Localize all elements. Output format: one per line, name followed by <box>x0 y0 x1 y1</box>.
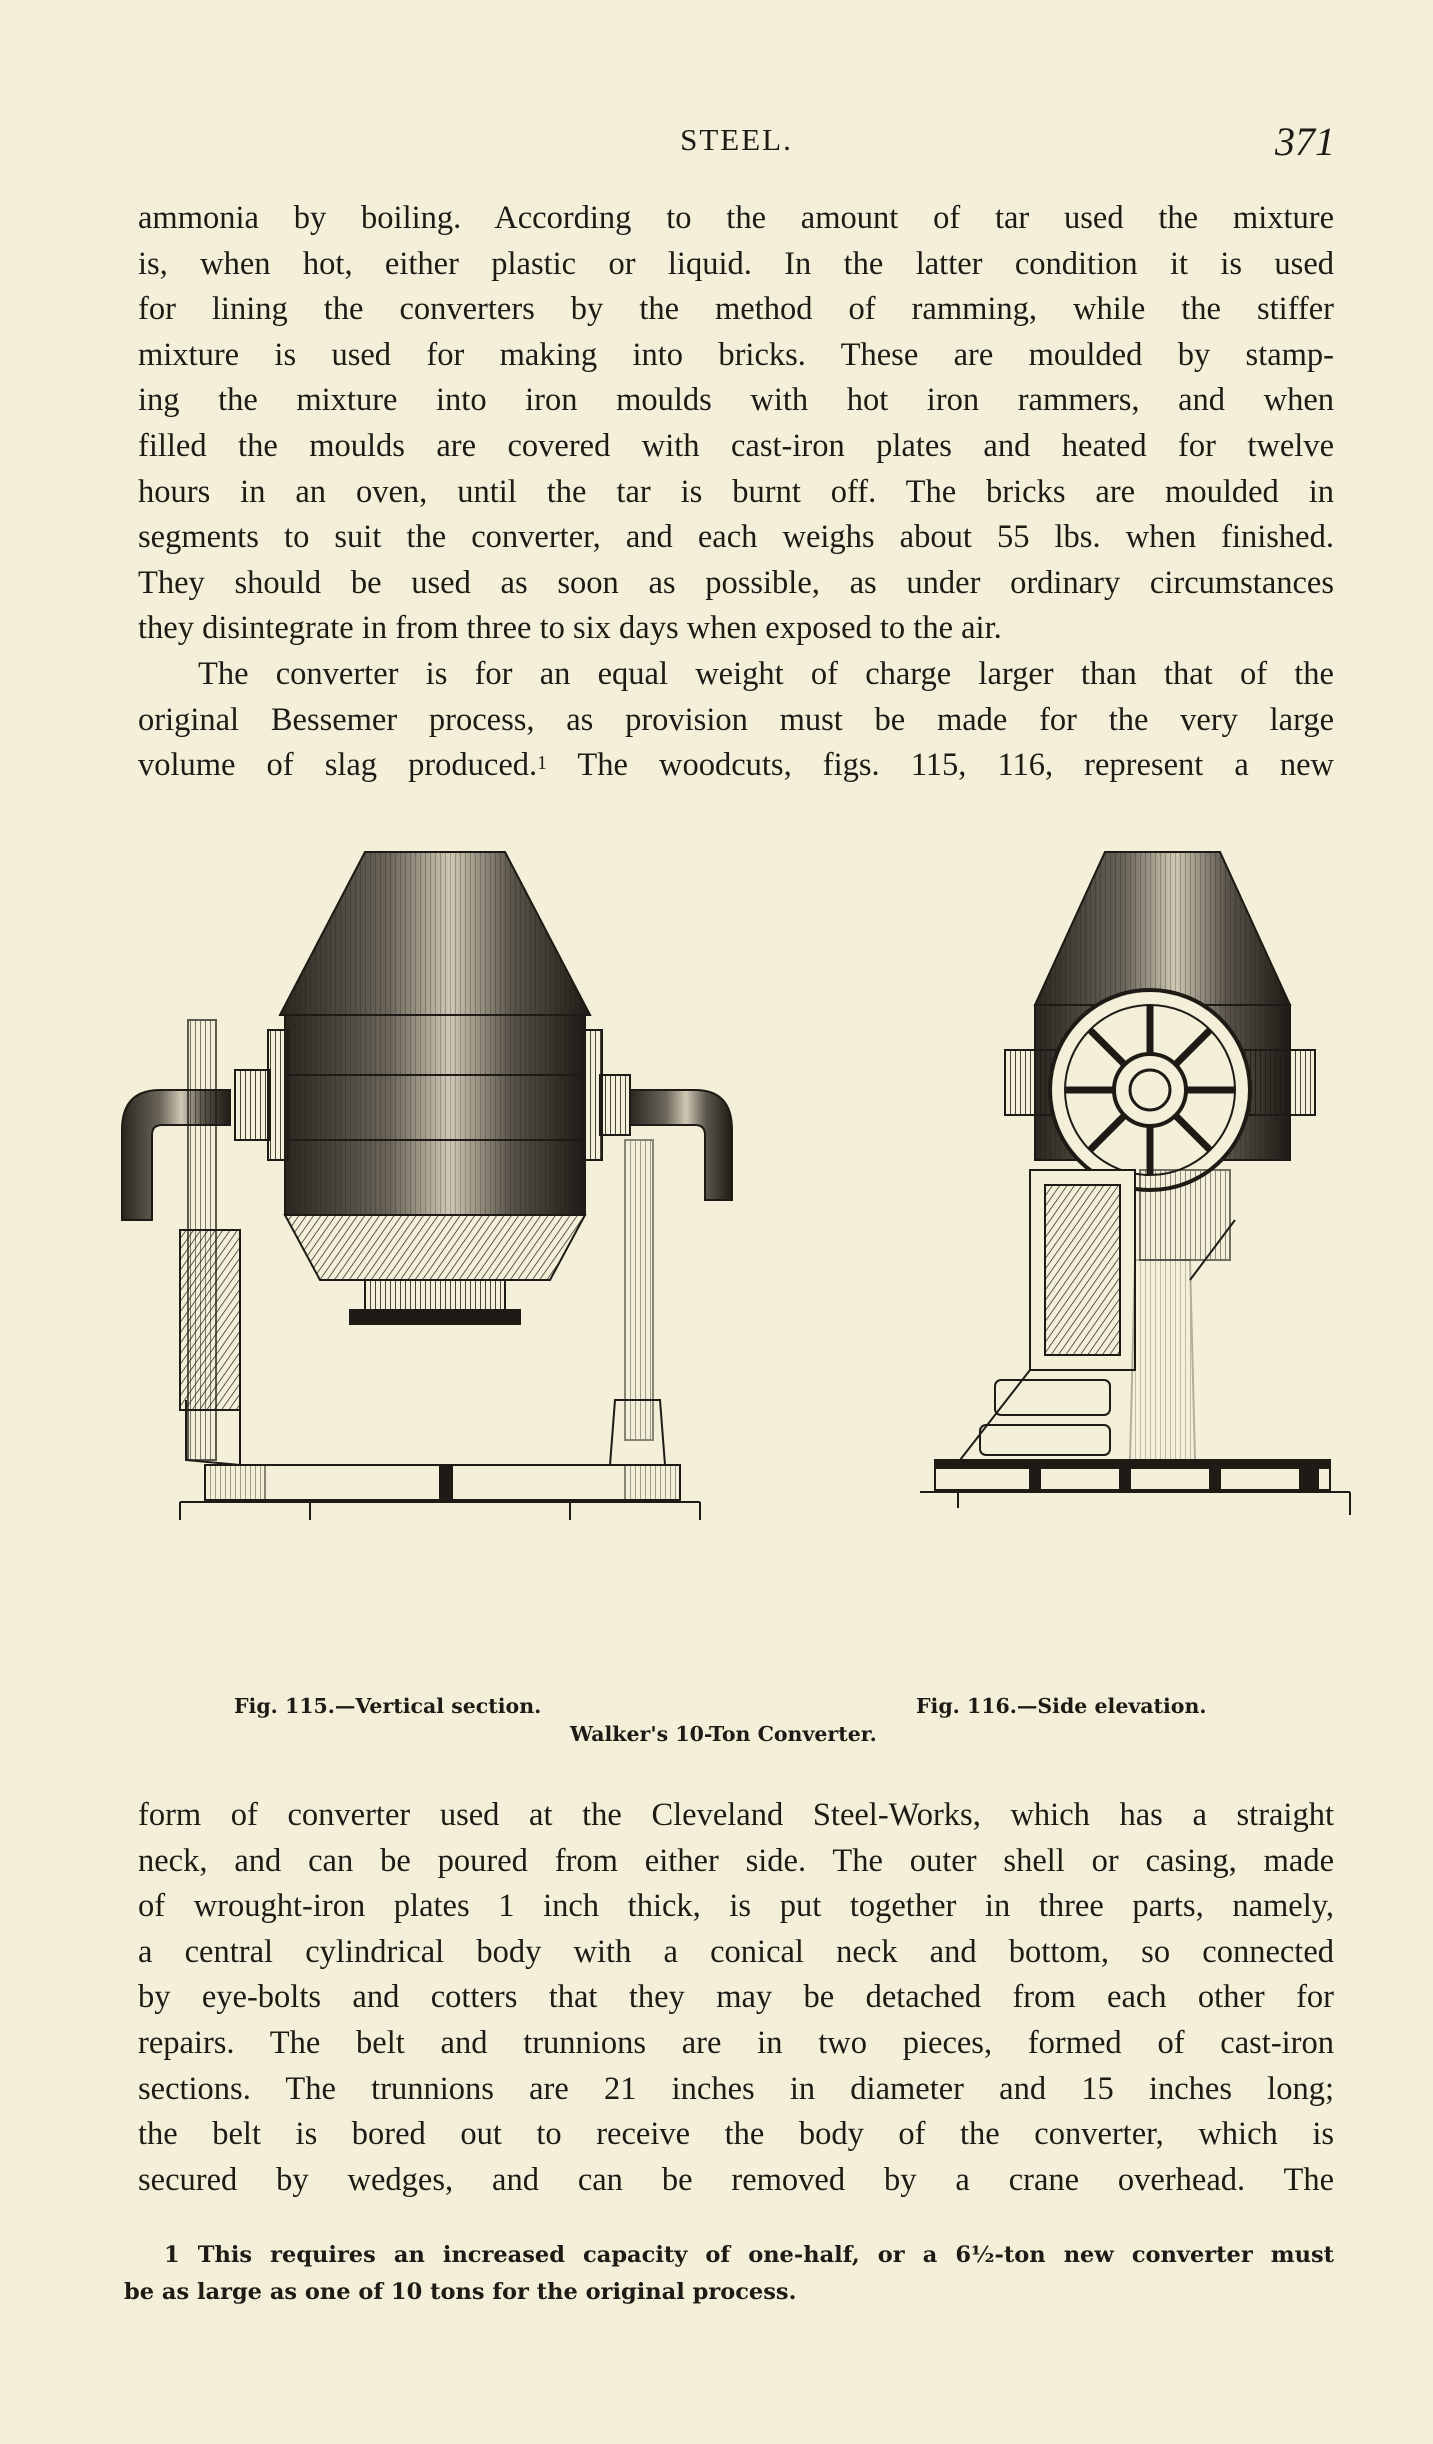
footnote-marker: 1 <box>164 2242 180 2268</box>
text-line: they disintegrate in from three to six days when exposed to the air. <box>138 610 1002 647</box>
footnote <box>124 2237 1334 2311</box>
page-header <box>138 118 1335 168</box>
running-title: STEEL. <box>680 122 793 157</box>
text-line: segments to suit the converter, and each weighs about 55 lbs. when finished. <box>138 519 1334 556</box>
text-line: filled the moulds are covered with cast-iron plates and heated for twelve <box>138 427 1334 464</box>
converter-engravings <box>100 840 1360 1690</box>
figure-main-caption: Walker's 10-Ton Converter. <box>570 1722 877 1746</box>
body-text-bottom <box>138 1793 1334 2203</box>
text-line: for lining the converters by the method of ramming, while the stiffer <box>138 291 1334 328</box>
text-line: a central cylindrical body with a conical neck and bottom, so connected <box>138 1933 1334 1970</box>
text-line: neck, and can be poured from either side. The outer shell or casing, made <box>138 1842 1334 1879</box>
text-line: ammonia by boiling. According to the amount of tar used the mixture <box>138 200 1334 236</box>
fig116-drawing <box>920 852 1350 1515</box>
text-line <box>138 743 1334 789</box>
footnote-line: be as large as one of 10 tons for the original process. <box>124 2279 797 2305</box>
text-line: The converter is for an equal weight of charge larger than that of the <box>198 655 1334 692</box>
text-line: by eye-bolts and cotters that they may be detached from each other for <box>138 1979 1334 2016</box>
text-line: sections. The trunnions are 21 inches in diameter and 15 inches long; <box>138 2070 1334 2107</box>
figure-115-caption: Fig. 115.—Vertical section. <box>234 1694 542 1718</box>
text-line: is, when hot, either plastic or liquid. In the latter condition it is used <box>138 245 1334 282</box>
text-line: the belt is bored out to receive the body of the converter, which is <box>138 2116 1334 2153</box>
text-line: form of converter used at the Cleveland Steel-Works, which has a straight <box>138 1797 1334 1833</box>
body-text-top <box>138 196 1334 789</box>
footnote-line <box>124 2237 1334 2274</box>
text-line: original Bessemer process, as provision must be made for the very large <box>138 701 1334 738</box>
figures-area <box>100 840 1360 1690</box>
text-line: ing the mixture into iron moulds with hot iron rammers, and when <box>138 382 1334 419</box>
text-fragment: The woodcuts, figs. 115, 116, represent a new <box>546 747 1334 784</box>
text-line: mixture is used for making into bricks. These are moulded by stamp- <box>138 336 1334 373</box>
footnote-reference[interactable]: 1 <box>537 753 547 775</box>
fig115-drawing <box>122 852 732 1520</box>
text-line: secured by wedges, and can be removed by a crane overhead. The <box>138 2161 1334 2198</box>
page-number: 371 <box>1275 119 1335 164</box>
footnote-text: This requires an increased capacity of one-half, or a 6½-ton new converter must <box>197 2242 1335 2268</box>
text-line: hours in an oven, until the tar is burnt off. The bricks are moulded in <box>138 473 1334 510</box>
text-line: They should be used as soon as possible, as under ordinary circumstances <box>138 564 1334 601</box>
text-line: of wrought-iron plates 1 inch thick, is put together in three parts, namely, <box>138 1888 1334 1925</box>
text-line: repairs. The belt and trunnions are in two pieces, formed of cast-iron <box>138 2024 1334 2061</box>
figure-116-caption: Fig. 116.—Side elevation. <box>916 1694 1207 1718</box>
text-fragment: volume of slag produced. <box>138 747 538 784</box>
